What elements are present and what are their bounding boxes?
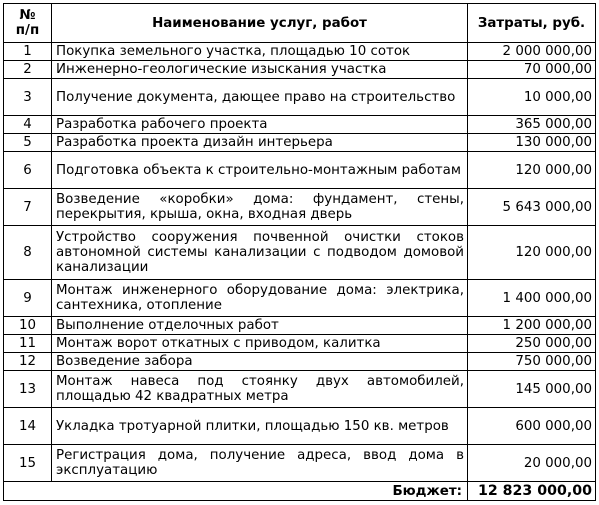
row-service-name: Возведение «коробки» дома: фундамент, стены, перекрытия, крыша, окна, входная дверь (52, 189, 468, 226)
row-number: 7 (4, 189, 52, 226)
row-cost: 1 200 000,00 (468, 317, 596, 335)
total-row (4, 482, 596, 501)
row-number: 5 (4, 134, 52, 152)
row-service-name: Инженерно-геологические изыскания участка (52, 61, 468, 79)
row-number: 10 (4, 317, 52, 335)
total-value: 12 823 000,00 (468, 482, 596, 501)
row-number: 15 (4, 445, 52, 482)
table-row (4, 134, 596, 152)
table-row (4, 226, 596, 280)
row-cost: 600 000,00 (468, 408, 596, 445)
row-cost: 1 400 000,00 (468, 280, 596, 317)
row-number: 9 (4, 280, 52, 317)
row-cost: 20 000,00 (468, 445, 596, 482)
table-row (4, 189, 596, 226)
row-number: 2 (4, 61, 52, 79)
row-number: 6 (4, 152, 52, 189)
row-cost: 120 000,00 (468, 226, 596, 280)
row-service-name: Выполнение отделочных работ (52, 317, 468, 335)
row-cost: 70 000,00 (468, 61, 596, 79)
table-row (4, 61, 596, 79)
column-header-number (4, 4, 52, 43)
table-row (4, 43, 596, 61)
row-cost: 365 000,00 (468, 116, 596, 134)
column-header-number-line1: № (19, 8, 36, 23)
column-header-cost: Затраты, руб. (468, 4, 596, 43)
row-cost: 5 643 000,00 (468, 189, 596, 226)
row-service-name: Возведение забора (52, 353, 468, 371)
table-row (4, 445, 596, 482)
column-header-number-line2: п/п (15, 23, 40, 38)
row-number: 12 (4, 353, 52, 371)
row-service-name: Разработка проекта дизайн интерьера (52, 134, 468, 152)
total-label: Бюджет: (52, 482, 468, 501)
row-number: 13 (4, 371, 52, 408)
row-service-name: Укладка тротуарной плитки, площадью 150 кв. метров (52, 408, 468, 445)
table-row (4, 335, 596, 353)
row-number: 8 (4, 226, 52, 280)
row-service-name: Монтаж навеса под стоянку двух автомобилей, площадью 42 квадратных метра (52, 371, 468, 408)
row-number: 11 (4, 335, 52, 353)
table-body (4, 43, 596, 482)
row-number: 1 (4, 43, 52, 61)
budget-table (3, 3, 596, 501)
row-service-name: Покупка земельного участка, площадью 10 соток (52, 43, 468, 61)
row-cost: 2 000 000,00 (468, 43, 596, 61)
row-service-name: Получение документа, дающее право на строительство (52, 79, 468, 116)
table-row (4, 371, 596, 408)
row-cost: 145 000,00 (468, 371, 596, 408)
total-spacer (4, 482, 52, 501)
row-service-name: Монтаж ворот откатных с приводом, калитка (52, 335, 468, 353)
row-service-name: Разработка рабочего проекта (52, 116, 468, 134)
row-service-name: Монтаж инженерного оборудование дома: электрика, сантехника, отопление (52, 280, 468, 317)
table-row (4, 353, 596, 371)
column-header-name: Наименование услуг, работ (52, 4, 468, 43)
table-row (4, 280, 596, 317)
table-row (4, 116, 596, 134)
row-service-name: Подготовка объекта к строительно-монтажным работам (52, 152, 468, 189)
row-number: 14 (4, 408, 52, 445)
row-cost: 10 000,00 (468, 79, 596, 116)
row-service-name: Устройство сооружения почвенной очистки стоков автономной системы канализации с подводом домовой канализации (52, 226, 468, 280)
row-cost: 250 000,00 (468, 335, 596, 353)
table-row (4, 317, 596, 335)
row-number: 4 (4, 116, 52, 134)
table-row (4, 79, 596, 116)
table-row (4, 152, 596, 189)
row-cost: 750 000,00 (468, 353, 596, 371)
row-service-name: Регистрация дома, получение адреса, ввод дома в эксплуатацию (52, 445, 468, 482)
budget-table-container (3, 3, 595, 501)
row-cost: 120 000,00 (468, 152, 596, 189)
table-row (4, 408, 596, 445)
table-header-row (4, 4, 596, 43)
row-number: 3 (4, 79, 52, 116)
row-cost: 130 000,00 (468, 134, 596, 152)
